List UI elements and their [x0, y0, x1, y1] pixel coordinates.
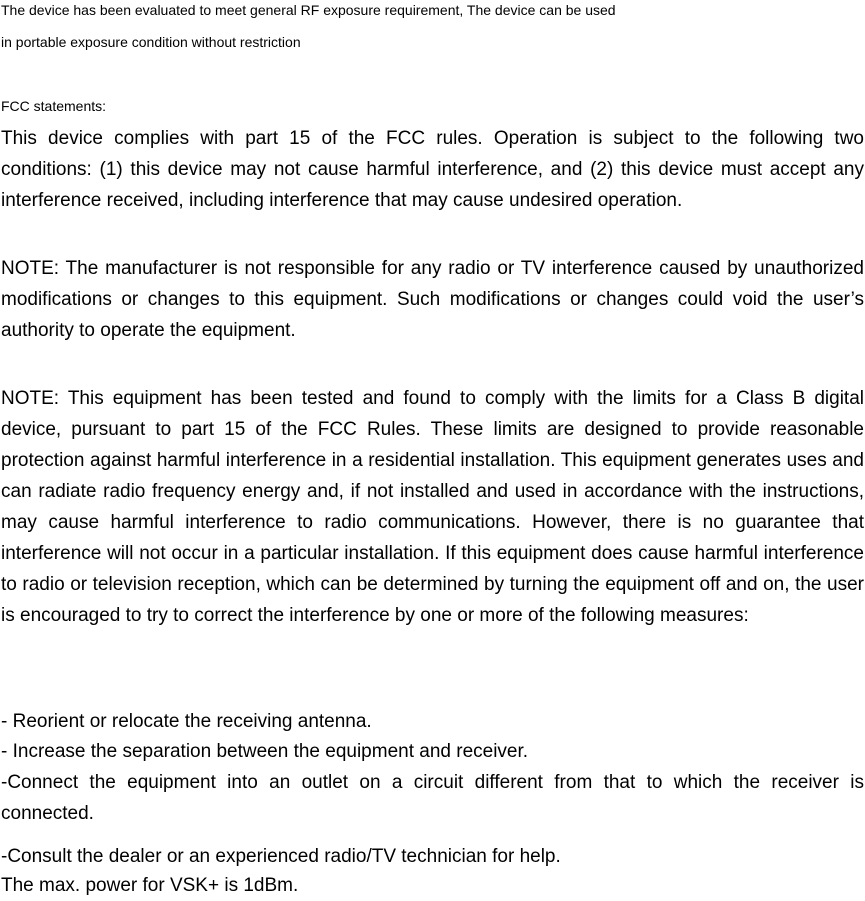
measure-consult-dealer: -Consult the dealer or an experienced radio/TV technician for help. [1, 846, 561, 867]
fcc-compliance-paragraph: This device complies with part 15 of the FCC rules. Operation is subject to the following two conditions: (1) this device may not cause harmful interference, and (2) this device must accept any interference received, including interference that may cause undesired operation. [1, 128, 864, 211]
max-power-statement: The max. power for VSK+ is 1dBm. [1, 875, 299, 896]
rf-exposure-line-2: in portable exposure condition without restriction [1, 34, 301, 50]
fcc-statements-heading: FCC statements: [1, 98, 107, 114]
rf-exposure-line-1: The device has been evaluated to meet general RF exposure requirement, The device can be used [1, 2, 616, 18]
measure-connect-outlet: -Connect the equipment into an outlet on a circuit different from that to which the receiver is connected. [1, 772, 864, 824]
manufacturer-note-paragraph: NOTE: The manufacturer is not responsible for any radio or TV interference caused by unauthorized modifications or changes to this equipment. Such modifications or changes could void the user’s authority to operate the equipment. [1, 258, 864, 341]
measure-increase-separation: - Increase the separation between the equipment and receiver. [1, 741, 529, 762]
measure-reorient-antenna: - Reorient or relocate the receiving antenna. [1, 711, 372, 732]
class-b-note-paragraph: NOTE: This equipment has been tested and found to comply with the limits for a Class B digital device, pursuant to part 15 of the FCC Rules. These limits are designed to provide reasonable protection against harmful interference in a residential installation. This equipment generates uses and can radiate radio frequency energy and, if not installed and used in accordance with the instructions, may cause harmful interference to radio communications. However, there is no guarantee that interference will not occur in a particular installation. If this equipment does cause harmful interference to radio or television reception, which can be determined by turning the equipment off and on, the user is encouraged to try to correct the interference by one or more of the following measures: [1, 388, 864, 626]
